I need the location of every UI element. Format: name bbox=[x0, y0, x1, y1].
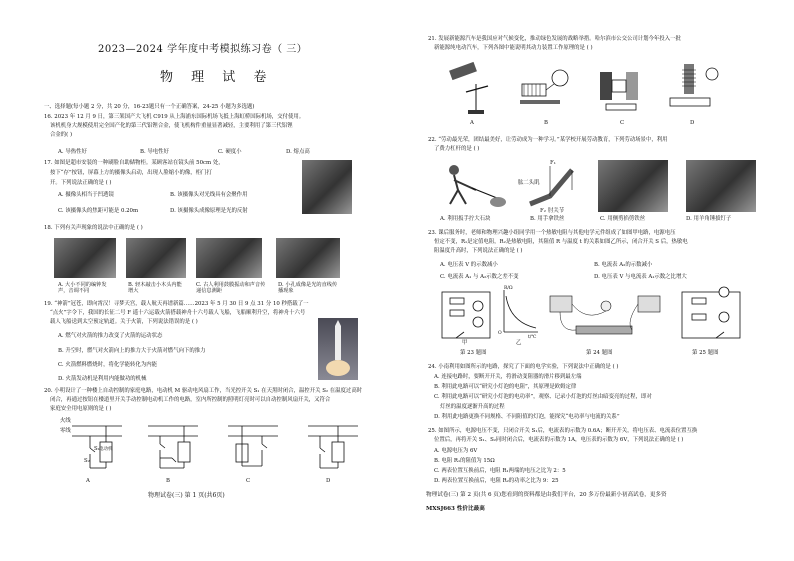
right-footer: 物理试卷(三) 第 2 页(共 6 页)您看到的资料都是由我们平台，20 多万份最新小初高试卷，更多资 bbox=[426, 492, 667, 498]
q22-option-b: B. 用手拿铁丝 bbox=[530, 216, 565, 222]
live-wire-label: 火线 bbox=[60, 418, 71, 424]
q18-caption-d: D. 小孔成像是光的直线传播现象 bbox=[278, 282, 338, 295]
q23-option-b: B. 电流表 A₂的示数减小 bbox=[594, 262, 653, 268]
wire-cutter-photo bbox=[598, 160, 668, 212]
q24-option-a: A. 连接电路时，要断开开关，将滑动变阻器的滑片移到最左端 bbox=[434, 374, 582, 380]
q24-line: 24. 小南利用如图所示的电路，探究了下面的电学实验，下列说法中正确的是 ( ) bbox=[428, 364, 619, 370]
subject-title: 物 理 试 卷 bbox=[160, 70, 274, 85]
q16-option-c: C. 硬度小 bbox=[218, 149, 242, 155]
q19-option-d: D. 火箭发动机是利用内能做功的机械 bbox=[58, 376, 147, 382]
q24-option-c-cont: 灯丝的温度逐渐升高的过程 bbox=[440, 404, 505, 410]
q21-option-a: A bbox=[470, 120, 474, 126]
force-f2-label: F₂ bbox=[540, 208, 546, 214]
graph-xlabel: t/℃ bbox=[528, 335, 537, 340]
q16-line: 16. 2023 年 12 月 9 日，第三架国产大飞机 C919 从上海浦东国际机场飞抵上海虹桥国际机场，交付使用。 bbox=[44, 114, 305, 120]
q23-line: 恒定不变，R₁是定值电阻，R₂是热敏电阻，其阻值 R 与温度 t 的关系如图乙所示，闭合开关 S 后，热敏电 bbox=[434, 239, 688, 245]
graph-ylabel: R/Ω bbox=[504, 286, 513, 291]
q25-line: 25. 如图所示，电源电压不变，只闭合开关 S₁后，电流表的示数为 0.6A；断开开关，将电压表、电流表位置互换 bbox=[428, 428, 698, 434]
q24-option-d: D. 利用此电路更换不同规格、不同阻值的灯泡，能探究“电功率与电流的关系” bbox=[434, 414, 620, 420]
q16-option-d: D. 熔点高 bbox=[286, 149, 310, 155]
biceps-label: 肱二头肌 bbox=[518, 180, 540, 186]
q19-line: 19. “神箭”冠苍，即向霄汉！寻梦天宫，载人航天再谱新篇……2023 年 5 月 30 日 9 点 31 分 10 秒搭载了一 bbox=[44, 301, 309, 307]
electromagnet-figure bbox=[662, 58, 722, 118]
motor-label: 电动机 bbox=[99, 447, 113, 452]
q19-option-c: C. 火箭燃料燃烧时，将化学能转化为内能 bbox=[58, 362, 158, 368]
q20-line: 20. 小明设计了一种楼上自动控制的家庭电路，电动机 M 驱动电风扇工作，当光控开关 S₁ 在天黑时闭合，温控开关 S₂ 在温度过高时 bbox=[44, 388, 363, 394]
q17-option-c: C. 该摄像头的焦距可能是 0.20m bbox=[58, 208, 139, 214]
q25-option-d: D. 两表位置互换前后，电阻 R₂的功率之比为 9：25 bbox=[434, 478, 559, 484]
q19-line: 载人飞船送到太空预定轨道。关于火箭，下列说法错误的是 ( ) bbox=[50, 319, 198, 325]
switch-s1-label: S₁ bbox=[94, 446, 100, 452]
q20-option-c: C bbox=[246, 478, 251, 484]
q18-stem: 18. 下列有关声现象的说法中正确的是 ( ) bbox=[44, 225, 143, 231]
q19-option-a: A. 燃气对火箭的推力改变了火箭的运动状态 bbox=[58, 333, 163, 339]
q17-option-d: D. 该摄像头成像原理是光的反射 bbox=[170, 208, 248, 214]
q23-option-a: A. 电压表 V 的示数减小 bbox=[440, 262, 498, 268]
wood-knocking-photo bbox=[126, 238, 186, 278]
q17-option-a: A. 摄像头相当于凹透镜 bbox=[58, 192, 114, 198]
q24-option-b: B. 利用此电路可以“研究小灯泡的电阻”，其原理是欧姆定律 bbox=[434, 384, 577, 390]
q23-option-d: D. 电压表 V 与电流表 A₁示数之比增大 bbox=[594, 274, 687, 280]
q22-line: 了费力杠杆的是 ( ) bbox=[434, 146, 480, 152]
exam-title: 2023—2024 学年度中考模拟练习卷（ 三） bbox=[98, 44, 308, 55]
force-f1-label: F₁ bbox=[550, 160, 556, 166]
q22-option-d: D. 用羊角锤拔钉子 bbox=[686, 216, 732, 222]
resistance-temperature-graph bbox=[498, 286, 540, 338]
circuit-diagram-c bbox=[212, 414, 282, 476]
q16-option-b: B. 导电性好 bbox=[140, 149, 169, 155]
pinhole-image-photo bbox=[276, 238, 340, 278]
q21-option-d: D bbox=[690, 120, 695, 126]
section-heading: 一、选择题(每小题 2 分，共 20 分，16-23题只有一个正确答案，24-25 小题为多选题) bbox=[44, 104, 255, 110]
q18-caption-b: B. 轻木敲击小木头内能增大 bbox=[128, 282, 182, 295]
fig-24-caption: 第 24 题图 bbox=[586, 350, 613, 356]
q22-line: 22. “劳动最光荣，团结最美好，让劳动成为一种学习。”某学校开展劳动教育，下列劳动场景中，利用 bbox=[428, 137, 668, 143]
q20-line: 家庭安全用电原则的是 ( ) bbox=[50, 406, 112, 412]
lever-rock-figure bbox=[436, 160, 508, 210]
circuit-24-figure bbox=[546, 292, 666, 344]
neutral-wire-label: 零线 bbox=[60, 428, 71, 434]
q19-line: “点火”字令下，我国的长征二号 F 遥十六运载火箭搭载神舟十六号载人飞船，飞船顺利升空，将神舟十六号 bbox=[50, 310, 306, 316]
chime-bells-photo bbox=[54, 238, 116, 278]
fig-23-caption: 第 23 题图 bbox=[460, 350, 487, 356]
motor-figure bbox=[590, 58, 650, 118]
q17-line: 17. 如图是超市安装的一种刷脸自助储物柜。某顾客站在镜头前 50cm 处， bbox=[44, 160, 224, 166]
q17-option-b: B. 该摄像头对光线具有会聚作用 bbox=[170, 192, 248, 198]
q23-option-c: C. 电流表 A₁ 与 A₂示数之差不变 bbox=[440, 274, 519, 280]
q16-line: 合金的( ) bbox=[50, 132, 73, 138]
magnet-needle-figure bbox=[440, 58, 500, 118]
fig-yi-label: 乙 bbox=[516, 340, 522, 346]
fig-25-caption: 第 25 题图 bbox=[692, 350, 719, 356]
graph-origin: O bbox=[498, 331, 502, 336]
q21-option-c: C bbox=[620, 120, 625, 126]
left-page bbox=[0, 0, 392, 561]
q21-line: 21. 发展新能源汽车是我国应对气候变化，推动绿色发展的战略举措。哈尔滨市公交公司计划今年投入一批 bbox=[428, 36, 681, 42]
q20-option-b: B bbox=[166, 478, 170, 484]
footer-code: MXSJ663 性价比最高 bbox=[426, 506, 485, 512]
circuit-diagram-d bbox=[292, 414, 362, 476]
q16-line: 该机机身大规模使用完全国产化的第三代铝锂合金，使飞机构件重量显著减轻，主要利用了第三代铝锂 bbox=[50, 123, 293, 129]
q25-option-b: B. 电阻 R₁的阻值为 15Ω bbox=[434, 458, 495, 464]
q23-line: 阻温度升高时，下列说法正确的是 ( ) bbox=[434, 248, 523, 254]
q22-option-c: C. 用侧剪掐剪铁丝 bbox=[600, 216, 646, 222]
q25-option-c: C. 两表位置互换前后，电阻 R₁两端的电压之比为 2：5 bbox=[434, 468, 566, 474]
q21-line: 新能源纯电动汽车，下列各图中能说明其动力装置工作原理的是 ( ) bbox=[434, 45, 593, 51]
elbow-label: 肘关节 bbox=[548, 208, 565, 214]
q20-option-a: A bbox=[86, 478, 90, 484]
q17-line: 开。下列说法正确的是 ( ) bbox=[50, 180, 112, 186]
q25-line: 位置后，再将开关 S₁、S₂同时闭合后，电流表的示数为 1A，电压表的示数为 6V，下列说法正确的是 ( ) bbox=[434, 437, 684, 443]
q17-line: 按下“存”按钮，屏幕上方的摄像头启动，出现人脸缩小的像，柜门打 bbox=[50, 170, 212, 176]
q21-option-b: B bbox=[544, 120, 548, 126]
rocket-launch-photo bbox=[318, 318, 358, 380]
q25-option-a: A. 电源电压为 6V bbox=[434, 448, 478, 454]
coil-galvanometer-figure bbox=[514, 58, 574, 118]
circuit-23-figure bbox=[436, 286, 496, 346]
q18-caption-a: A. 大小不同的编钟发声，音调不同 bbox=[58, 282, 107, 295]
claw-hammer-photo bbox=[686, 160, 756, 212]
circuit-diagram-b bbox=[132, 414, 202, 476]
fig-jia-label: 甲 bbox=[462, 340, 468, 346]
q22-option-a: A. 利用扳手拧大石块 bbox=[440, 216, 491, 222]
q24-option-c: C. 利用此电路可以“研究小灯泡的电功率”，观察、记录小灯泡的灯丝由暗变亮的过程，即对 bbox=[434, 394, 652, 400]
switch-s2-label: S₂ bbox=[84, 458, 90, 464]
q18-caption-c: C. 古人利用鼓膜振动和声音传递信息测距 bbox=[196, 282, 266, 295]
left-footer: 物理试卷(三) 第 1 页(共6页) bbox=[148, 492, 225, 499]
circuit-25-figure bbox=[676, 286, 746, 344]
q20-line: 闭合，再通过按钮在楼道里开关手动控制电动机工作的电路，室内所控制的照明灯亮时可以自动控制风扇开关，又符合 bbox=[50, 397, 331, 403]
q16-option-a: A. 导热性好 bbox=[58, 149, 87, 155]
q23-line: 23. 课后服务时，老师和物理兴趣小组同学用一个热敏电阻与其他电学元件组成了如图甲电路，电源电压 bbox=[428, 230, 676, 236]
ancient-drum-photo bbox=[196, 238, 262, 278]
smart-locker-photo bbox=[302, 160, 352, 214]
q19-option-b: B. 升空时，燃气对火箭向上的推力大于火箭对燃气向下的推力 bbox=[58, 348, 206, 354]
right-page bbox=[400, 0, 794, 561]
q20-option-d: D bbox=[326, 478, 331, 484]
